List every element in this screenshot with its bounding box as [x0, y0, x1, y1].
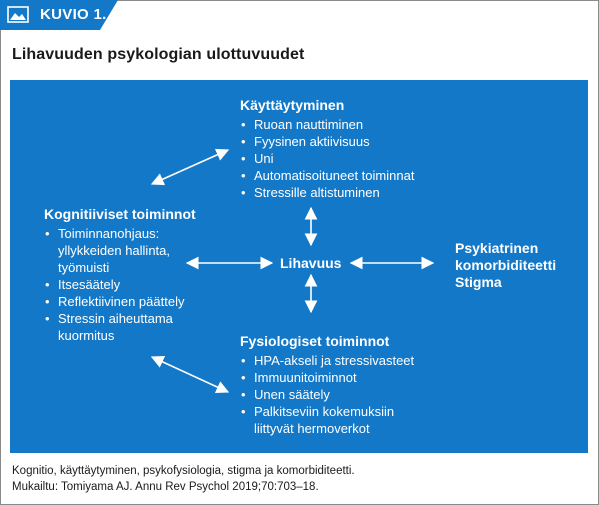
list-item: • Immuunitoiminnot	[240, 369, 430, 386]
psychiatric-line: komorbiditeetti	[455, 257, 557, 273]
list-item: • Stressin aiheuttama kuormitus	[44, 310, 214, 344]
list-item: • Ruoan nauttiminen	[240, 116, 414, 133]
cognitive-node	[44, 206, 214, 344]
arrow-top-left	[152, 150, 228, 184]
center-label: Lihavuus	[280, 255, 342, 271]
psychiatric-line: Psykiatrinen	[455, 240, 539, 256]
list-item: • Reflektiivinen päättely	[44, 293, 214, 310]
figure-number-label: KUVIO 1.	[40, 6, 107, 23]
cognitive-title: Kognitiiviset toiminnot	[44, 206, 196, 222]
caption-line: Kognitio, käyttäytyminen, psykofysiologia, stigma ja komorbiditeetti.	[12, 465, 355, 477]
figure-caption	[12, 463, 355, 495]
arrow-bottom-left	[152, 357, 228, 392]
physiology-title: Fysiologiset toiminnot	[240, 333, 390, 349]
psychiatric-line: Stigma	[455, 274, 502, 290]
list-item: • Uni	[240, 150, 414, 167]
behavior-node	[240, 97, 414, 201]
list-item: • Palkitseviin kokemuksiin liittyvät hermoverkot	[240, 403, 430, 437]
list-item: • Toiminnanohjaus: yllykkeiden hallinta, työmuisti	[44, 225, 214, 276]
list-item: • Stressille altistuminen	[240, 184, 414, 201]
list-item: • Automatisoituneet toiminnat	[240, 167, 414, 184]
list-item: • HPA-akseli ja stressivasteet	[240, 352, 430, 369]
psychiatric-node	[455, 240, 556, 291]
behavior-title: Käyttäytyminen	[240, 97, 345, 113]
list-item: • Unen säätely	[240, 386, 430, 403]
list-item: • Fyysinen aktiivisuus	[240, 133, 414, 150]
figure-title: Lihavuuden psykologian ulottuvuudet	[12, 46, 305, 63]
physiology-node	[240, 333, 430, 437]
caption-source: Mukailtu: Tomiyama AJ. Annu Rev Psychol 2019;70:703–18.	[12, 481, 319, 493]
list-item: • Itsesäätely	[44, 276, 214, 293]
